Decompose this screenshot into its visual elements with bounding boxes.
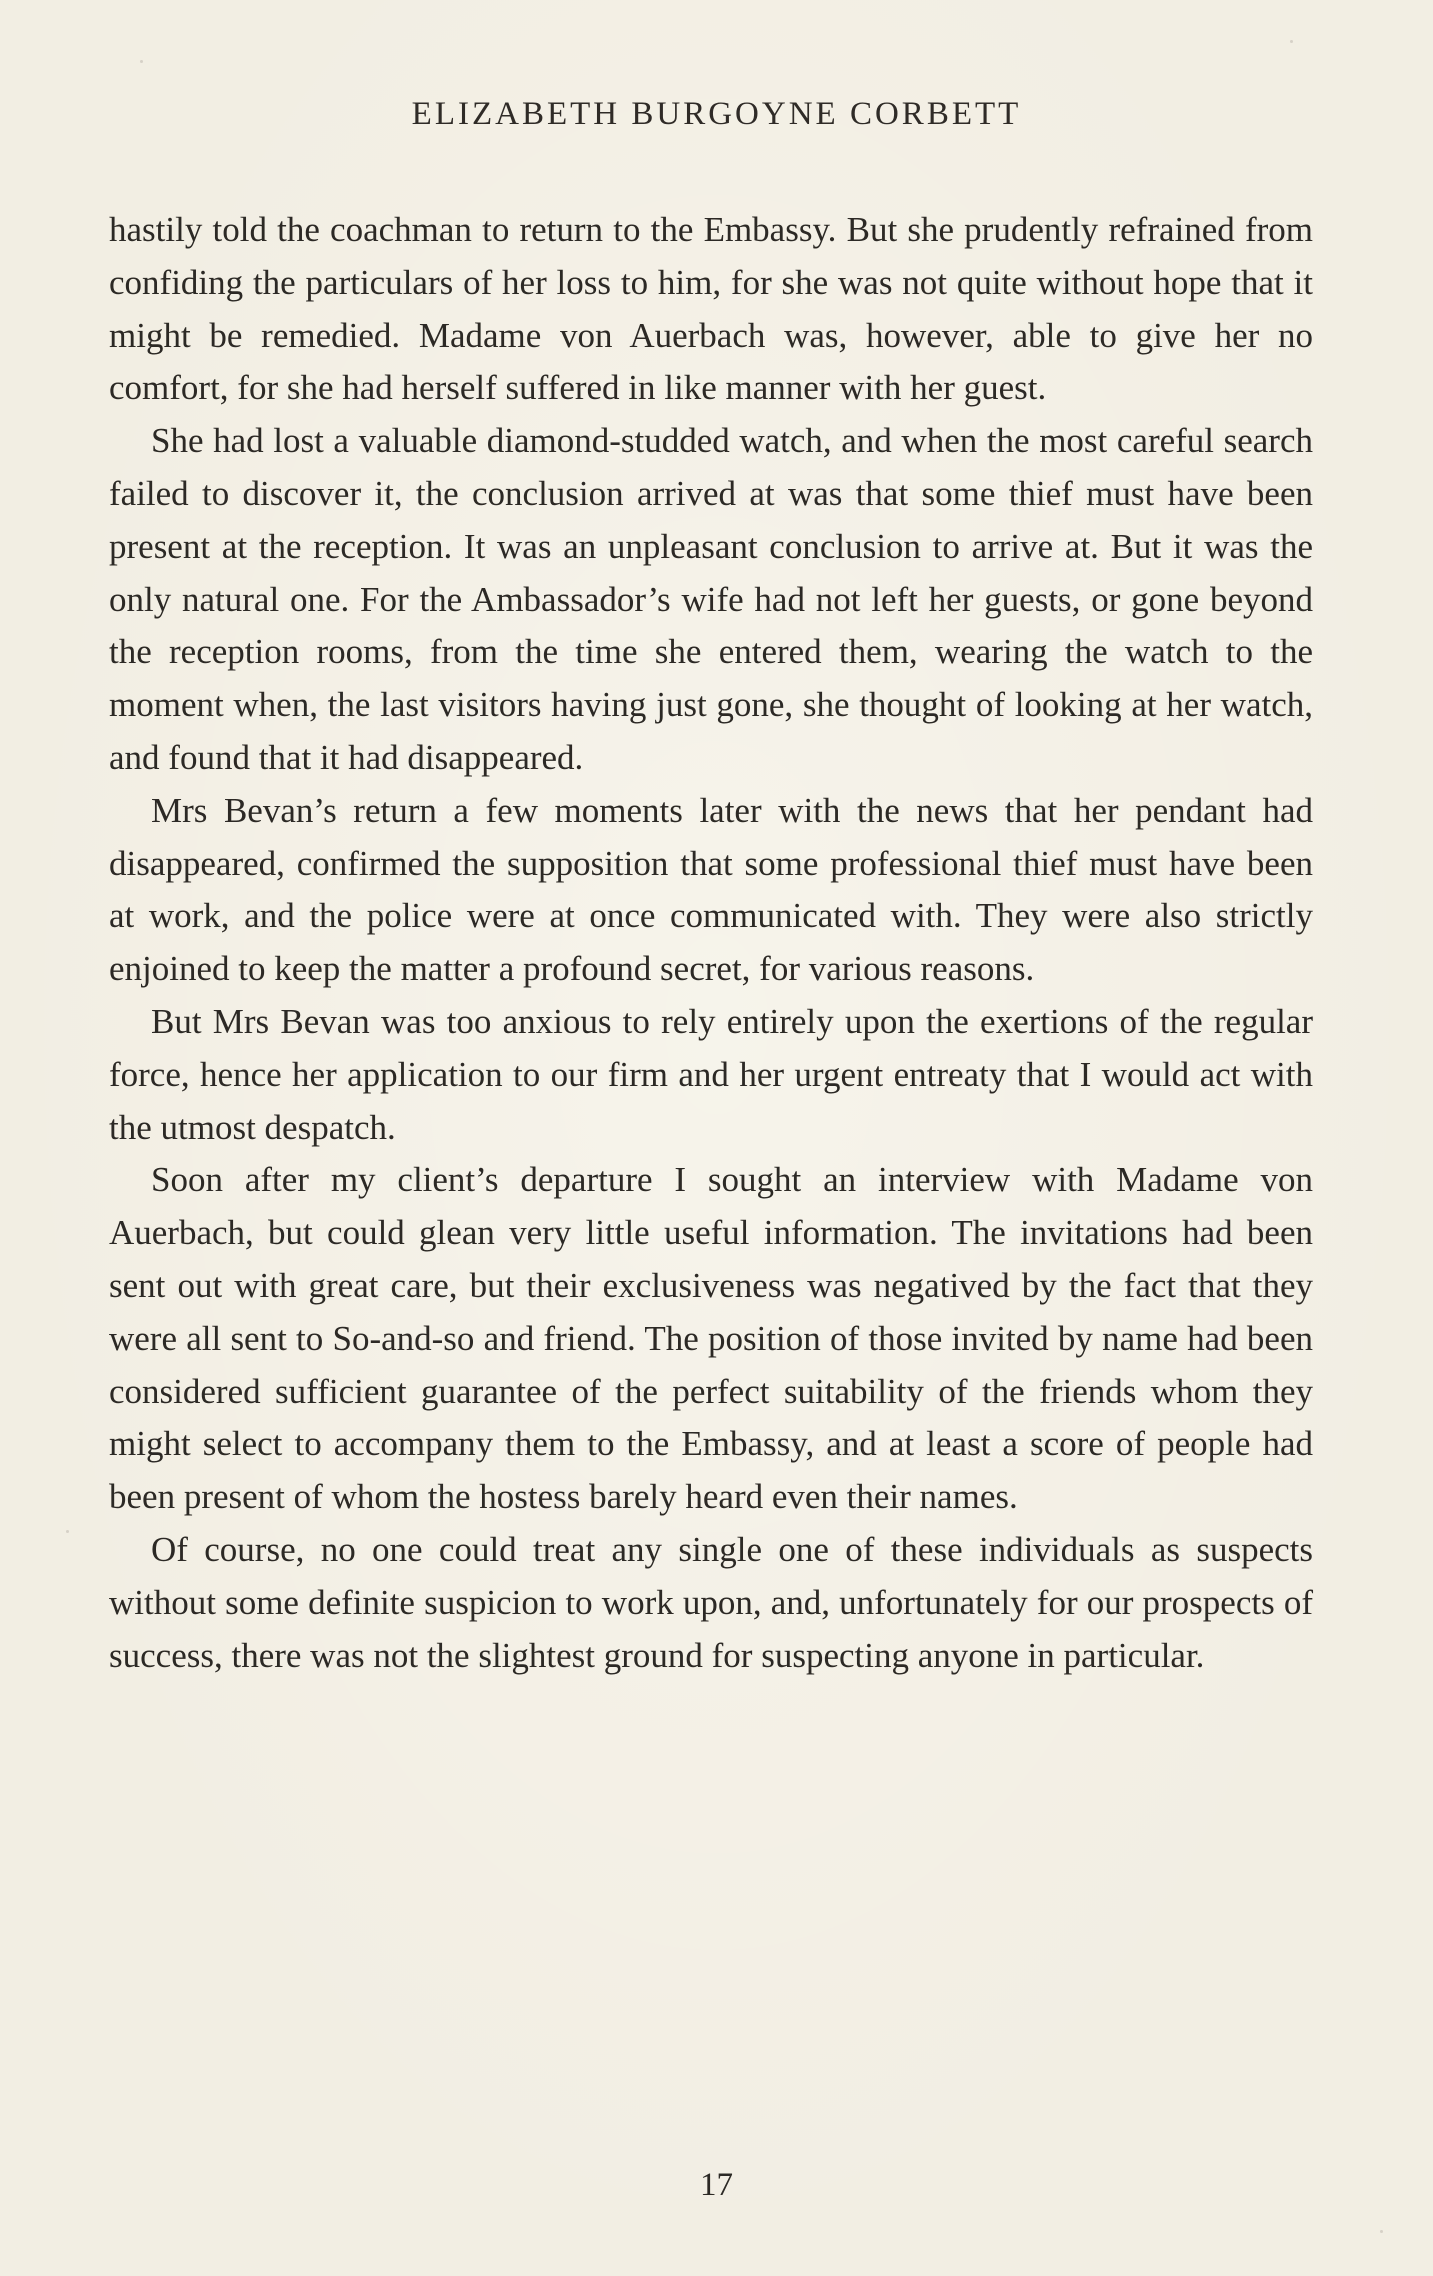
page-number: 17 xyxy=(700,2167,733,2203)
paragraph: Of course, no one could treat any single one of these individuals as suspects without some definite suspicion to work upon, and, unfortunately for our prospects of success, there was not the slightest ground for suspecting anyone in particular. xyxy=(109,1529,1313,1675)
paper-speck xyxy=(66,1530,69,1533)
paragraph: Soon after my client’s departure I sought an interview with Madame von Auerbach, but could glean very little useful information. The invitations had been sent out with great care, but their exclusiveness was negatived by the fact that they were all sent to So-and-so and friend. The position of those invited by name had been considered sufficient guarantee of the perfect suitability of the friends whom they might select to accompany them to the Embassy, and at least a score of people had been present of whom the hostess barely heard even their names. xyxy=(109,1160,1313,1517)
paragraph: hastily told the coachman to return to the Embassy. But she prudently refrained from confiding the particulars of her loss to him, for she was not quite without hope that it might be remedied. Madame von Auerbach was, however, able to give her no comfort, for she had herself suffered in like manner with her guest. xyxy=(109,210,1313,408)
body-text xyxy=(109,204,1313,1682)
paper-speck xyxy=(1380,2230,1383,2233)
running-head: ELIZABETH BURGOYNE CORBETT xyxy=(411,96,1022,132)
paragraph: She had lost a valuable diamond-studded watch, and when the most careful search failed to discover it, the conclusion arrived at was that some thief must have been present at the reception. It was an unpleasant conclusion to arrive at. But it was the only natural one. For the Ambassador’s wife had not left her guests, or gone beyond the reception rooms, from the time she entered them, wearing the watch to the moment when, the last visitors having just gone, she thought of looking at her watch, and found that it had disappeared. xyxy=(109,421,1313,777)
paper-speck xyxy=(1290,40,1293,43)
paragraph: Mrs Bevan’s return a few moments later with the news that her pendant had disappeared, confirmed the supposition that some professional thief must have been at work, and the police were at once communicated with. They were also strictly enjoined to keep the matter a profound secret, for various reasons. xyxy=(109,790,1313,989)
paper-speck xyxy=(140,60,143,63)
paragraph: But Mrs Bevan was too anxious to rely entirely upon the exertions of the regular force, hence her application to our firm and her urgent entreaty that I would act with the utmost despatch. xyxy=(109,1001,1313,1147)
